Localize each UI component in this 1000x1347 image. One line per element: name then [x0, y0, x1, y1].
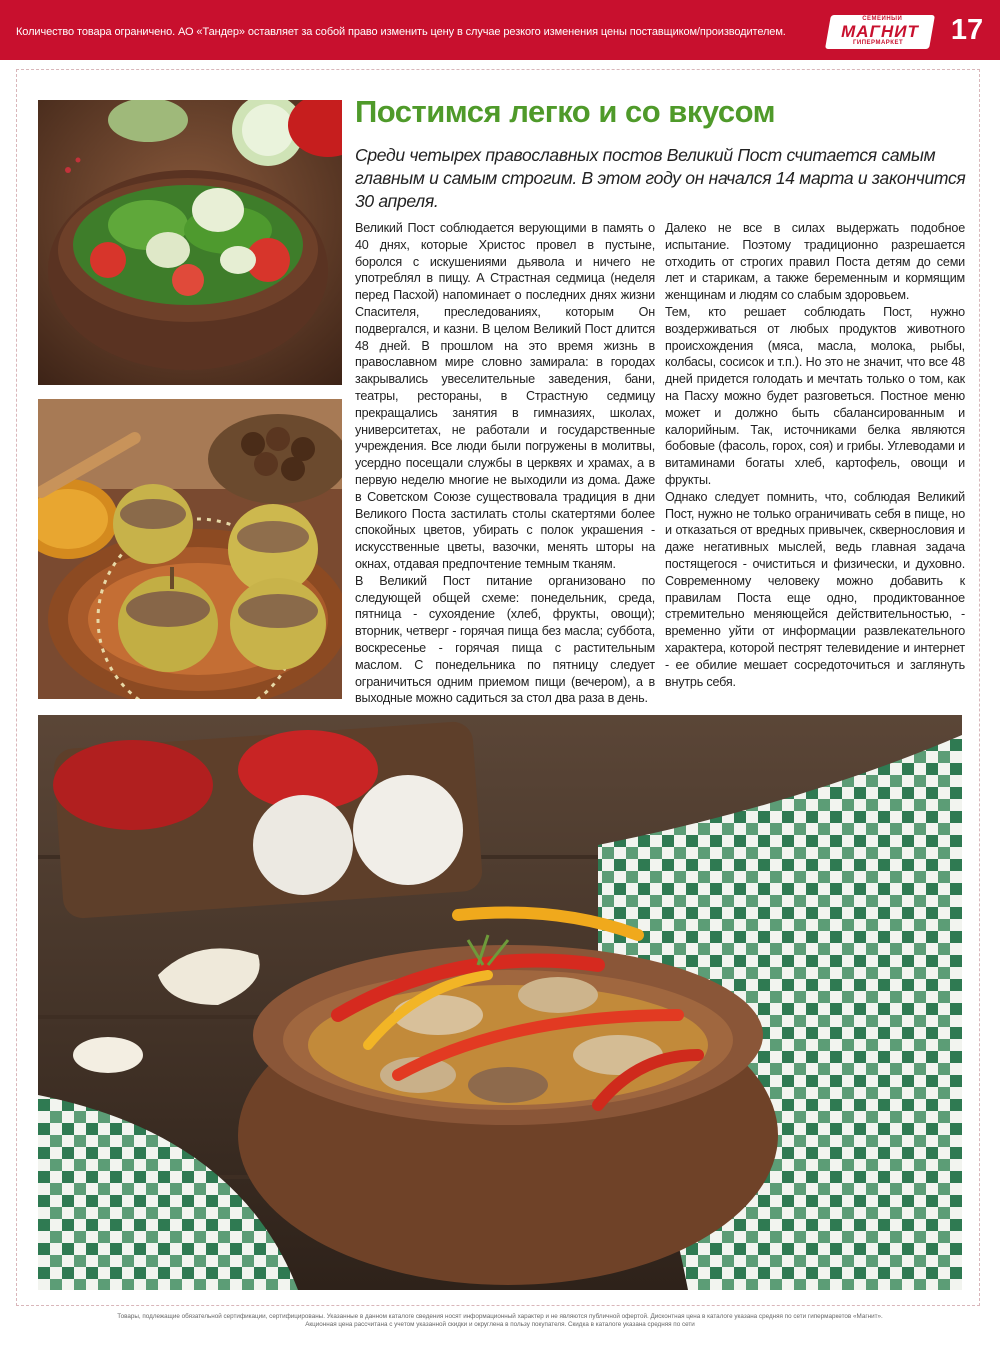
article-lead: Среди четырех православных постов Великий Пост считается самым главным и самым строгим. В этом году он начался 14 марта и закончится 30 апреля. — [355, 145, 966, 211]
text-column-left — [355, 220, 655, 707]
paragraph: Далеко не все в силах выдержать подобное испытание. Поэтому традиционно разрешается отходить от строгих правил Поста детям до семи лет и старикам, а также беременным и кормящим женщинам и людям со слабым здоровьем. — [665, 221, 965, 303]
page-number: 17 — [950, 14, 984, 46]
article-title: Постимся легко и со вкусом — [355, 94, 776, 129]
paragraph: Однако следует помнить, что, соблюдая Великий Пост, нужно не только ограничивать себя в пище, но и отказаться от вредных привычек, сквернословия и даже негативных мыслей, ведь главная задача постящегося - очиститься и физически, и духовно. Современному человеку можно добавить к правилам Поста еще одно, продиктованное стремительно меняющейся действительностью, - временно уйти от информации развлекательного характера, которой пестрят телевидение и интернет - ее обилие мешает сосредоточиться и заглянуть внутрь себя. — [665, 489, 965, 689]
mushroom-dish-photo — [38, 715, 962, 1290]
paragraph: В Великий Пост питание организовано по следующей общей схеме: понедельник, среда, пятница - сухоядение (хлеб, фрукты, овощи); вторник, четверг - горячая пища без масла; суббота, воскресенье - горячая пища с растительным маслом. С понедельника по пятницу следует ограничиться одним приемом пищи (вечером), а в выходные можно садиться за стол два раза в день. — [355, 573, 655, 706]
magnit-logo — [825, 15, 935, 49]
logo-top-text: СЕМЕЙНЫЙ — [862, 16, 903, 22]
logo-sub-text: ГИПЕРМАРКЕТ — [852, 40, 904, 46]
footer-line: Акционная цена рассчитана с учетом указанной скидки и округлена в пользу покупателя. Скидка в каталоге указана средняя по сети — [305, 1321, 695, 1328]
paragraph: Тем, кто решает соблюдать Пост, нужно воздерживаться от любых продуктов животного происхождения (мяса, масла, молока, рыбы, колбасы, сосисок и т.п.). Но это не значит, что все 48 дней придется голодать и мечтать только о том, как на Пасху можно будет разговеться. Постное меню может и должно быть сбалансированным и калорийным. Так, источниками белка являются бобовые (фасоль, горох, соя) и грибы. Углеводами и витаминами богаты хлеб, картофель, овощи и фрукты. — [665, 304, 965, 487]
logo-main-text: МАГНИТ — [841, 22, 919, 41]
paragraph: Великий Пост соблюдается верующими в память о 40 днях, которые Христос провел в пустыне, боролся с искушениями дьявола и ничего не употреблял в пищу. А Страстная седмица (неделя перед Пасхой) напоминает о последних днях жизни Спасителя, преследованиях, которым Он подвергался, и казни. В целом Великий Пост длится 48 дней. В прошлом на это время жизнь в православном мире словно замирала: в городах закрывались увеселительные заведения, бани, театры, рестораны, в Страстную седмицу прекращались занятия в гимназиях, школах, университетах, не работали и государственные учреждения. Все люди были погружены в молитвы, усердно посещали службы в церквях и храмах, а в первую неделю многие не выходили из дома. Даже в Советском Союзе существовала традиция в дни Великого Поста застилать столы скатертями более спокойных цветов, убирать с полок украшения - искусственные цветы, вазочки, менять шторы на окнах, отдавая предпочтение темным тканям. — [355, 221, 655, 571]
baked-apples-photo — [38, 399, 342, 699]
top-banner — [0, 0, 1000, 60]
legal-footer — [20, 1313, 980, 1329]
salad-photo — [38, 100, 342, 385]
price-notice: Количество товара ограничено. АО «Тандер» оставляет за собой право изменить цену в случае резкого изменения цены поставщиком/производителем. — [16, 26, 786, 38]
footer-line: Товары, подлежащие обязательной сертификации, сертифицированы. Указанные в данном каталоге сведения носят информационный характер и не являются публичной офертой. Дисконтная цена в каталоге указана средняя по сети гипермаркетов «Магнит». — [117, 1313, 883, 1320]
text-column-right — [665, 220, 965, 690]
